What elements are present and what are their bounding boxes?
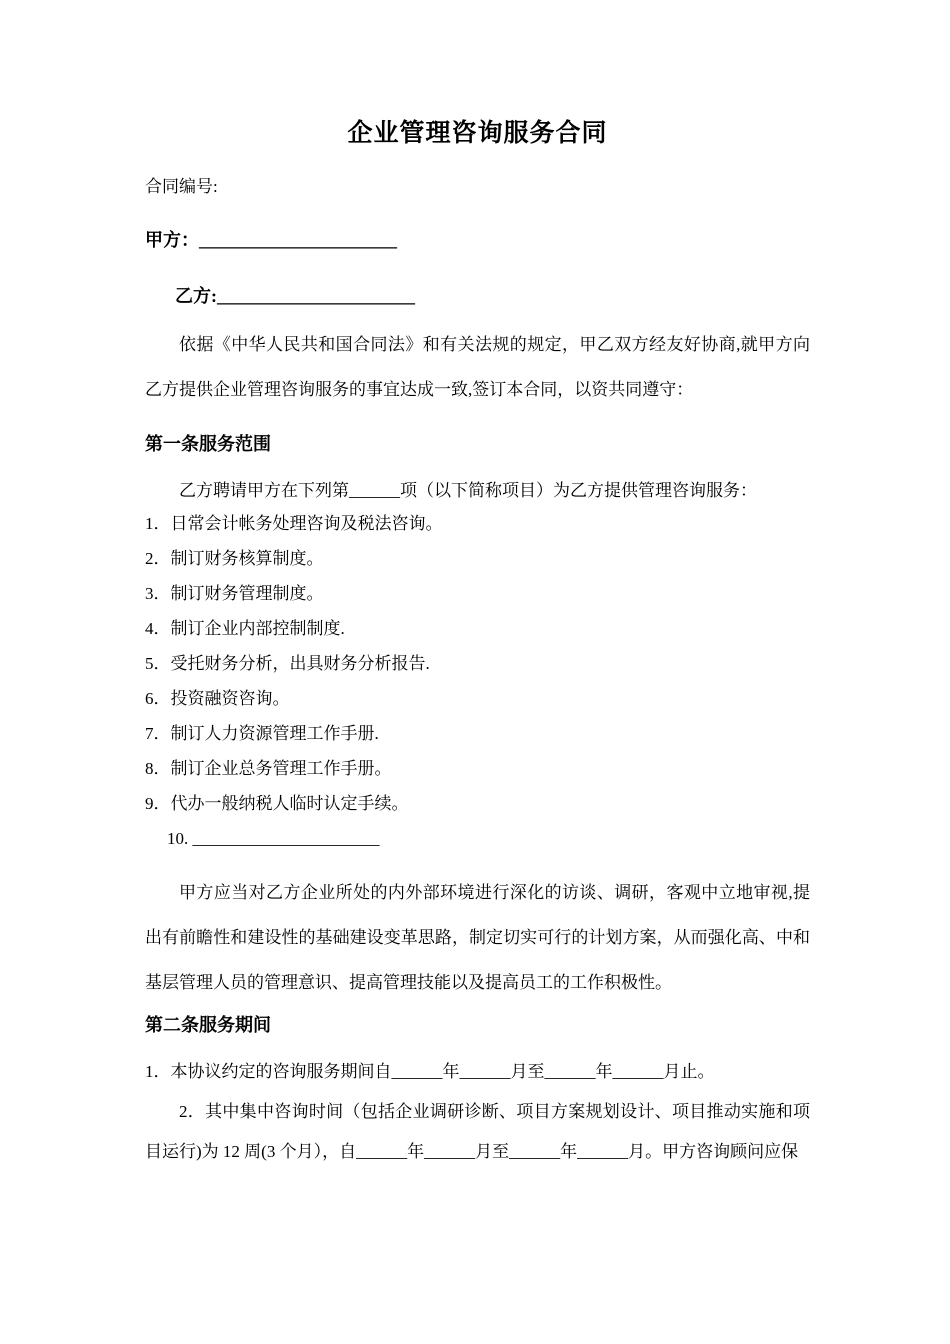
- contract-number-label: 合同编号:: [145, 177, 218, 196]
- service-item-4: 4．制订企业内部控制制度.: [145, 619, 345, 638]
- party-a-line: [145, 228, 810, 252]
- service-item-7: 7．制订人力资源管理工作手册.: [145, 724, 379, 743]
- service-item-8: 8．制订企业总务管理工作手册。: [145, 759, 392, 778]
- service-item-9: 9．代办一般纳税人临时认定手续。: [145, 794, 409, 813]
- section2-heading: 第二条服务期间: [145, 1015, 271, 1035]
- service-items-list: [145, 506, 810, 856]
- party-a-blank-line: ______________________: [199, 230, 397, 250]
- party-b-blank-line: ______________________: [217, 286, 415, 306]
- section1-paragraph: 甲方应当对乙方企业所处的内外部环境进行深化的访谈、调研，客观中立地审视,提出有前瞻性和建设性的基础建设变革思路，制定切实可行的计划方案，从而强化高、中和基层管理人员的管理意识、提高管理技能以及提高员工的工作积极性。: [145, 883, 810, 992]
- service-item-2: 2．制订财务核算制度。: [145, 549, 324, 568]
- service-item-10: [145, 821, 810, 856]
- intro-paragraph: 依据《中华人民共和国合同法》和有关法规的规定，甲乙双方经友好协商,就甲方向乙方提供企业管理咨询服务的事宜达成一致,签订本合同，以资共同遵守：: [145, 335, 810, 399]
- service-item-5: 5．受托财务分析，出具财务分析报告.: [145, 654, 430, 673]
- section1-lead-line: 乙方聘请甲方在下列第______项（以下简称项目）为乙方提供管理咨询服务：: [179, 481, 757, 500]
- party-b-line: [145, 284, 810, 308]
- service-item-10-blank-line: ______________________: [192, 829, 380, 848]
- service-item-6: 6．投资融资咨询。: [145, 689, 290, 708]
- service-item-3: 3．制订财务管理制度。: [145, 584, 324, 603]
- service-item-1: 1．日常会计帐务处理咨询及税法咨询。: [145, 514, 443, 533]
- section2-item-2: 2．其中集中咨询时间（包括企业调研诊断、项目方案规划设计、项目推动实施和项目运行)为 12 周(3 个月），自______年______月至______年______月。甲方咨询顾问应保: [145, 1102, 810, 1161]
- party-b-label: 乙方:: [175, 286, 217, 306]
- service-item-10-label: 10.: [167, 829, 189, 848]
- section2-item-1: 1．本协议约定的咨询服务期间自______年______月至______年______月止。: [145, 1062, 715, 1081]
- party-a-label: 甲方：: [145, 230, 199, 250]
- document-title: 企业管理咨询服务合同: [347, 120, 608, 147]
- section1-heading: 第一条服务范围: [145, 434, 271, 454]
